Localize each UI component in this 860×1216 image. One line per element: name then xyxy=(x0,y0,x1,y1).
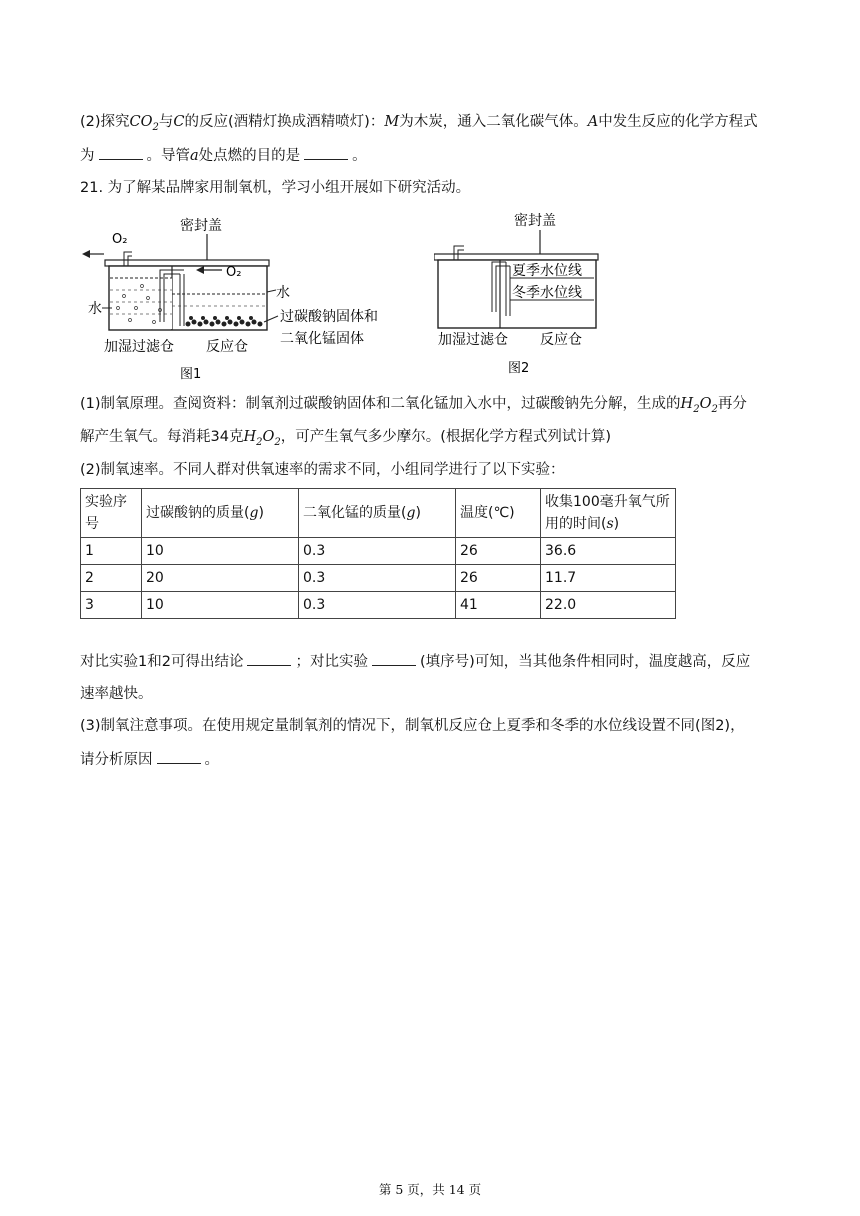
q21-part1-line1 xyxy=(80,394,747,420)
table-header: 过碳酸钠的质量(g) xyxy=(142,489,299,538)
fig2-winter-label: 冬季水位线 xyxy=(512,285,582,301)
table-row xyxy=(81,538,676,565)
text: (1)制氧原理。查阅资料：制氧剂过碳酸钠固体和二氧化锰加入水中，过碳酸钠先分解，生成的 xyxy=(80,396,681,412)
text: 的反应(酒精灯换成酒精喷灯)： xyxy=(184,114,385,130)
text: ，可产生氧气多少摩尔。(根据化学方程式列试计算) xyxy=(280,429,612,445)
formula-h2o2: $H_2O_2$ xyxy=(243,429,281,448)
q21-part2-line: (2)制氧速率。不同人群对供氧速率的需求不同，小组同学进行了以下实验： xyxy=(80,462,565,478)
q20-part2-line2 xyxy=(80,145,367,166)
table-cell: 10 xyxy=(142,592,299,619)
text: 。 xyxy=(352,148,367,164)
table-cell: 20 xyxy=(142,565,299,592)
table-header: 收集100毫升氧气所 用的时间(s) xyxy=(541,489,676,538)
answer-blank[interactable] xyxy=(247,651,291,666)
text: (填序号)可知，当其他条件相同时，温度越高，反应 xyxy=(419,654,751,670)
table-cell: 3 xyxy=(81,592,142,619)
table-row xyxy=(81,565,676,592)
fig2-reaction-label: 反应仓 xyxy=(540,332,582,348)
answer-blank[interactable] xyxy=(157,749,201,764)
text: 。导管 xyxy=(146,148,190,164)
symbol-c: C xyxy=(173,114,185,130)
text: ；对比实验 xyxy=(295,654,368,670)
table-header: 温度(℃) xyxy=(456,489,541,538)
answer-blank[interactable] xyxy=(372,651,416,666)
fig1-reaction-label: 反应仓 xyxy=(206,339,248,355)
table-cell: 36.6 xyxy=(541,538,676,565)
text: 。 xyxy=(204,752,219,768)
q20-part2-line1 xyxy=(80,112,758,138)
text: 解产生氧气。每消耗34克 xyxy=(80,429,244,445)
q21-part3-line2 xyxy=(80,749,219,770)
symbol-m: M xyxy=(384,114,400,130)
formula-h2o2: $H_2O_2$ xyxy=(680,396,718,415)
text: 中发生反应的化学方程式 xyxy=(598,114,758,130)
fig1-o2-out: O₂ xyxy=(112,232,128,247)
table-cell: 1 xyxy=(81,538,142,565)
text: 处点燃的目的是 xyxy=(198,148,301,164)
fig2-summer-label: 夏季水位线 xyxy=(512,263,582,279)
table-cell: 26 xyxy=(456,538,541,565)
fig1-caption: 图1 xyxy=(180,367,202,382)
table-cell: 22.0 xyxy=(541,592,676,619)
table-row xyxy=(81,592,676,619)
table-cell: 0.3 xyxy=(299,538,456,565)
figure-2 xyxy=(434,206,610,378)
fig2-lid-label: 密封盖 xyxy=(514,213,556,229)
table-cell: 41 xyxy=(456,592,541,619)
table-cell: 11.7 xyxy=(541,565,676,592)
q21-part3-line1: (3)制氧注意事项。在使用规定量制氧剂的情况下，制氧机反应仓上夏季和冬季的水位线设置不同(图2)， xyxy=(80,718,745,734)
q21-after-table-line1 xyxy=(80,651,750,672)
table-cell: 0.3 xyxy=(299,592,456,619)
page-footer: 第 5 页，共 14 页 xyxy=(378,1182,482,1197)
text: 请分析原因 xyxy=(80,752,153,768)
fig2-filter-label: 加湿过滤仓 xyxy=(438,332,508,348)
figure-1 xyxy=(76,212,406,384)
table-cell: 0.3 xyxy=(299,565,456,592)
text: 与 xyxy=(158,114,174,130)
fig1-water-left: 水 xyxy=(88,301,102,317)
fig1-o2-in: O₂ xyxy=(226,265,242,280)
formula-co2: $CO_2$ xyxy=(129,114,159,133)
text: 对比实验1和2可得出结论 xyxy=(80,654,244,670)
fig1-water-left xyxy=(110,278,172,329)
q21-after-table-line2: 速率越快。 xyxy=(80,686,153,702)
fig1-lid xyxy=(105,260,269,266)
table-header: 二氧化锰的质量(g) xyxy=(299,489,456,538)
fig1-water-right: 水 xyxy=(276,285,290,301)
symbol-a: A xyxy=(587,114,599,130)
fig1-solid-line1: 过碳酸钠固体和 xyxy=(280,309,378,325)
experiment-table xyxy=(80,488,676,619)
fig2-caption: 图2 xyxy=(508,361,530,376)
symbol-a-small: a xyxy=(190,148,199,164)
answer-blank[interactable] xyxy=(99,145,143,160)
fig1-filter-label: 加湿过滤仓 xyxy=(104,339,174,355)
fig1-lid-label: 密封盖 xyxy=(180,218,222,234)
fig1-solid-line2: 二氧化锰固体 xyxy=(280,331,364,347)
text: 为 xyxy=(80,148,95,164)
table-header: 实验序 号 xyxy=(81,489,142,538)
fig2-lid xyxy=(434,254,598,260)
table-header-row xyxy=(81,489,676,538)
table-cell: 26 xyxy=(456,565,541,592)
q21-part1-line2 xyxy=(80,427,611,453)
text: (2)探究 xyxy=(80,114,130,130)
text: 为木炭，通入二氧化碳气体。 xyxy=(399,114,588,130)
text: 再分 xyxy=(717,396,747,412)
q21-intro: 21. 为了解某品牌家用制氧机，学习小组开展如下研究活动。 xyxy=(80,180,471,196)
answer-blank[interactable] xyxy=(304,145,348,160)
table-cell: 10 xyxy=(142,538,299,565)
table-cell: 2 xyxy=(81,565,142,592)
